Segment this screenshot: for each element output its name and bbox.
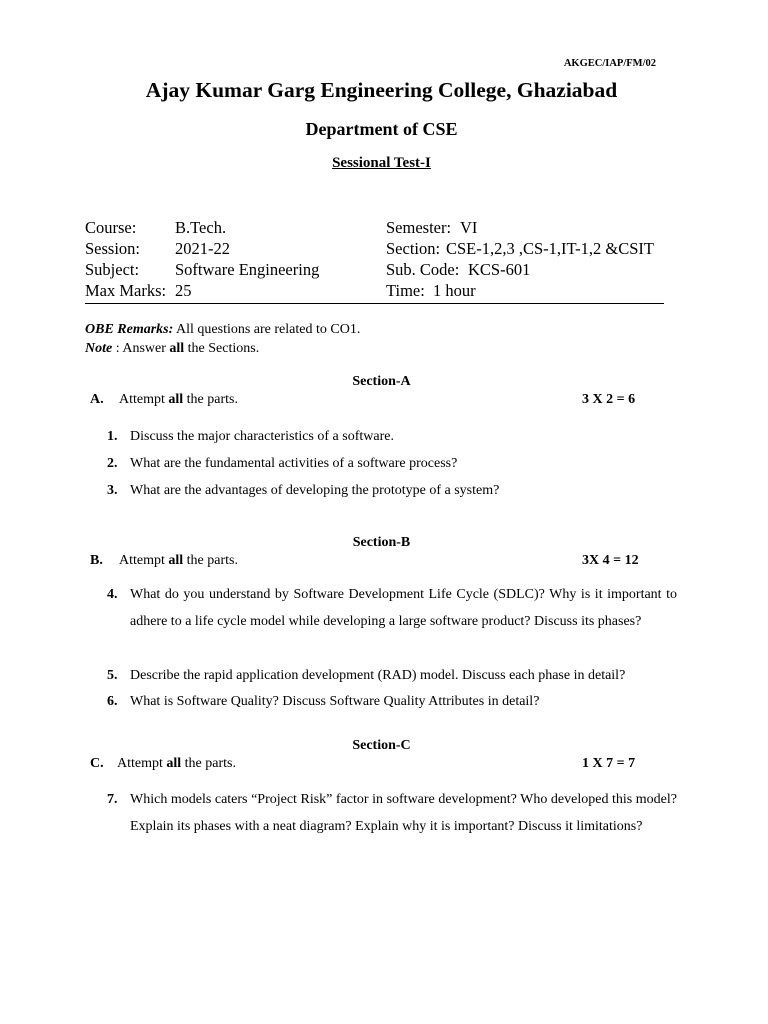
form-code: AKGEC/IAP/FM/02 [563, 58, 656, 69]
instr-pre: Attempt [117, 756, 167, 771]
section-b-letter: B. [90, 553, 103, 568]
instr-bold: all [168, 392, 184, 407]
question-3 [0, 477, 768, 504]
question-2 [0, 450, 768, 477]
question-5 [0, 662, 768, 689]
obe-remarks-text: All questions are related to CO1. [173, 322, 361, 337]
department-name: Department of CSE [305, 119, 458, 139]
question-number: 3. [107, 483, 118, 498]
instr-post: the parts. [183, 392, 238, 407]
semester-value: VI [460, 218, 478, 237]
question-6 [0, 688, 768, 715]
course-value: B.Tech. [175, 218, 227, 237]
instr-post: the parts. [181, 756, 236, 771]
instr-post: the parts. [183, 553, 238, 568]
question-text: What are the fundamental activities of a software process? [130, 456, 458, 471]
question-7 [0, 786, 768, 867]
header-divider [85, 303, 664, 304]
instr-bold: all [168, 553, 184, 568]
time-value: 1 hour [433, 281, 476, 300]
obe-remarks [85, 320, 360, 339]
section-c-instruction [117, 756, 236, 772]
semester-label: Semester: [386, 218, 452, 237]
instr-bold: all [166, 756, 182, 771]
question-text: Which models caters “Project Risk” factor in software development? Who developed this model? Explain its phases with a neat diagram? Explain why it is important? Discuss it limitations? [130, 792, 677, 834]
section-a-marks: 3 X 2 = 6 [582, 392, 636, 407]
section-c-letter: C. [90, 756, 104, 771]
instr-pre: Attempt [119, 392, 169, 407]
section-a-instruction [119, 392, 238, 408]
college-name: Ajay Kumar Garg Engineering College, Ghaziabad [145, 78, 618, 102]
course-label: Course: [85, 218, 137, 237]
note-label: Note [85, 341, 113, 356]
subject-value: Software Engineering [175, 260, 320, 279]
question-number: 2. [107, 456, 118, 471]
subject-label: Subject: [85, 260, 140, 279]
question-number: 4. [107, 587, 118, 602]
obe-remarks-label: OBE Remarks: [85, 322, 174, 337]
section-b-marks: 3X 4 = 12 [582, 553, 639, 568]
section-b-title: Section-B [352, 535, 411, 550]
question-text: What do you understand by Software Development Life Cycle (SDLC)? Why is it important to adhere to a life cycle model while developing a large software product? Discuss its phases? [130, 587, 677, 629]
note [85, 339, 259, 358]
session-value: 2021-22 [175, 239, 230, 258]
section-b-instruction [119, 553, 238, 569]
test-title [0, 155, 763, 172]
question-text: What are the advantages of developing the prototype of a system? [130, 483, 500, 498]
question-number: 5. [107, 668, 118, 683]
max-marks-value: 25 [175, 281, 192, 300]
question-number: 7. [107, 792, 118, 807]
question-text: What is Software Quality? Discuss Software Quality Attributes in detail? [130, 694, 540, 709]
section-c-title: Section-C [352, 738, 411, 753]
note-post: the Sections. [184, 341, 260, 356]
time-label: Time: [386, 281, 425, 300]
question-1 [0, 423, 768, 450]
question-4 [0, 581, 768, 662]
subcode-label: Sub. Code: [386, 260, 460, 279]
question-number: 6. [107, 694, 118, 709]
subcode-value: KCS-601 [468, 260, 531, 279]
note-bold: all [169, 341, 185, 356]
section-value: CSE-1,2,3 ,CS-1,IT-1,2 &CSIT [446, 239, 654, 258]
question-text: Describe the rapid application development (RAD) model. Discuss each phase in detail? [130, 668, 626, 683]
question-number: 1. [107, 429, 118, 444]
section-c-marks: 1 X 7 = 7 [582, 756, 636, 771]
instr-pre: Attempt [119, 553, 169, 568]
section-label: Section: [386, 239, 441, 258]
note-pre: : Answer [112, 341, 170, 356]
section-a-title: Section-A [352, 374, 411, 389]
section-a-letter: A. [90, 392, 104, 407]
test-title-text: Sessional Test-I [332, 155, 431, 171]
max-marks-label: Max Marks: [85, 281, 167, 300]
session-label: Session: [85, 239, 141, 258]
question-text: Discuss the major characteristics of a software. [130, 429, 394, 444]
